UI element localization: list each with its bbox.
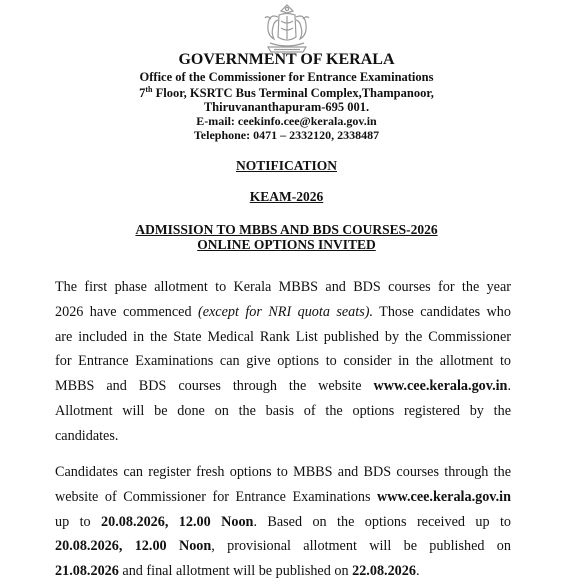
- option-deadline: 20.08.2026, 12.00 Noon: [55, 538, 212, 555]
- paragraph-line: [55, 485, 511, 510]
- text-run: , provisional allotment will be published on: [211, 538, 511, 555]
- office-name: Office of the Commissioner for Entrance Examinations: [139, 70, 434, 84]
- floor-ordinal: th: [145, 85, 153, 94]
- text-run: up to: [55, 513, 102, 530]
- text-run: website of Commissioner for Entrance Examinations: [55, 488, 378, 505]
- paragraph-line: [55, 300, 511, 325]
- website-link[interactable]: www.cee.kerala.gov.in: [377, 488, 511, 505]
- subject-heading-line1: ADMISSION TO MBBS AND BDS COURSES-2026: [135, 222, 438, 237]
- paragraph-allotment-commenced: [55, 275, 511, 449]
- paragraph-line: [55, 510, 511, 535]
- final-allotment-date: 22.08.2026: [352, 563, 416, 580]
- office-email: E-mail: ceekinfo.cee@kerala.gov.in: [196, 114, 377, 128]
- provisional-allotment-date: 21.08.2026: [55, 563, 119, 580]
- option-deadline: 20.08.2026, 12.00 Noon: [101, 513, 254, 530]
- subject-heading-line2: ONLINE OPTIONS INVITED: [197, 237, 376, 252]
- paragraph-line: The first phase allotment to Kerala MBBS and BDS courses for the year: [55, 279, 511, 295]
- office-address-floor: [0, 85, 573, 101]
- website-link[interactable]: www.cee.kerala.gov.in: [373, 378, 508, 395]
- paragraph-line: Candidates can register fresh options to MBBS and BDS courses through the: [55, 464, 511, 480]
- paragraph-line: [55, 559, 511, 584]
- text-run: and final allotment will be published on: [118, 563, 353, 580]
- text-run: Those candidates who: [373, 303, 511, 320]
- text-run: .: [507, 378, 511, 395]
- exam-heading: KEAM-2026: [249, 189, 324, 204]
- text-run: 2026 have commenced: [55, 303, 198, 320]
- paragraph-option-registration: [55, 460, 511, 584]
- text-run: .: [415, 563, 420, 580]
- floor-number: 7: [139, 86, 146, 100]
- government-title: GOVERNMENT OF KERALA: [178, 51, 395, 68]
- paragraph-line: are included in the State Medical Rank List published by the Commissioner: [55, 328, 511, 345]
- kerala-state-emblem-icon: [262, 3, 312, 55]
- paragraph-line: for Entrance Examinations can give options to consider in the allotment to: [55, 353, 511, 370]
- office-address-city: Thiruvananthapuram-695 001.: [203, 100, 370, 114]
- office-telephone: Telephone: 0471 – 2332120, 2338487: [193, 128, 380, 142]
- floor-address: Floor, KSRTC Bus Terminal Complex,Thampanoor,: [152, 86, 434, 100]
- text-run: . Based on the options received up to: [253, 513, 511, 530]
- paragraph-line: [55, 374, 511, 399]
- notification-heading: NOTIFICATION: [235, 158, 337, 173]
- text-run: MBBS and BDS courses through the website: [55, 378, 374, 395]
- paragraph-line: Allotment will be done on the basis of the options registered by the: [55, 402, 511, 419]
- paragraph-line: [55, 534, 511, 559]
- paragraph-line: candidates.: [55, 427, 119, 444]
- nri-exception-note: (except for NRI quota seats).: [197, 303, 373, 320]
